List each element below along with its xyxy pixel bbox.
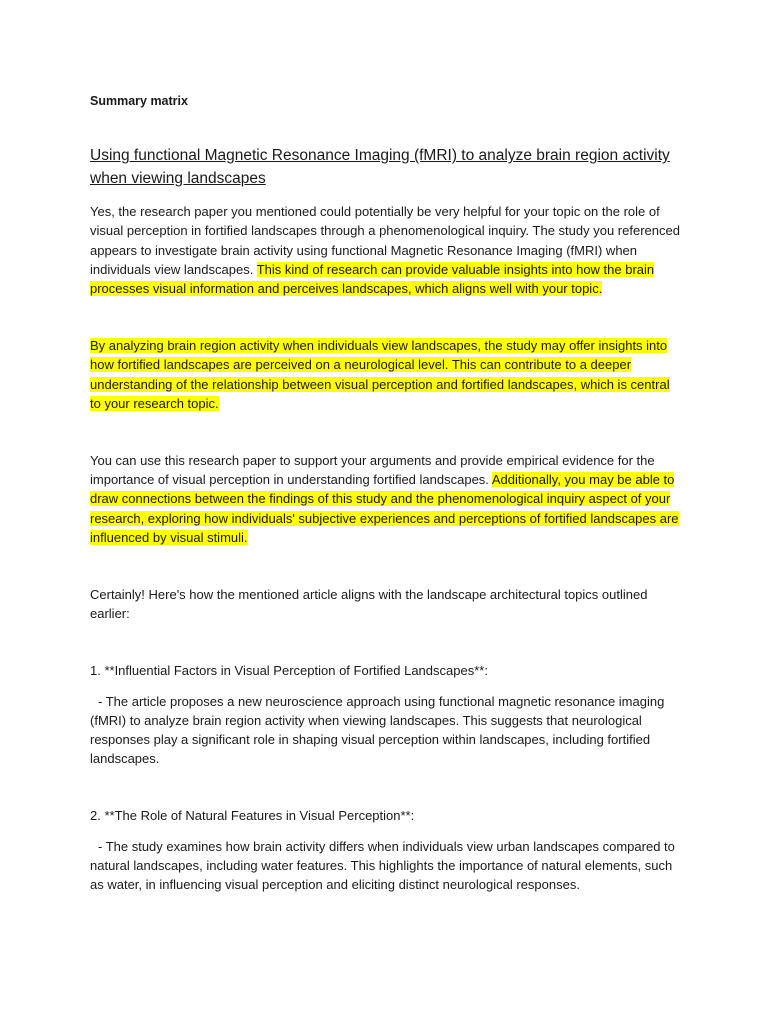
paragraph-1-text: Yes, the research paper you mentioned could potentially be very helpful for your topic on the role of visual perception in fortified landscapes through a phenomenological inquiry. The study you referenced appears to investigate brain activity using functional Magnetic Resonance Imaging (fMRI) when individuals view landscapes. <box>90 204 680 277</box>
paragraph-3-text: You can use this research paper to support your arguments and provide empirical evidence for the importance of visual perception in understanding fortified landscapes. <box>90 453 655 488</box>
document-label: Summary matrix <box>90 94 188 108</box>
list-item-1-body <box>90 692 682 769</box>
document-body <box>90 92 682 894</box>
paragraph-1-highlight: This kind of research can provide valuable insights into how the brain processes visual information and perceives landscapes, which aligns well with your topic. <box>90 261 655 297</box>
list-item-1-body-text: - The article proposes a new neuroscience approach using functional magnetic resonance imaging (fMRI) to analyze brain region activity when viewing landscapes. This suggests that neurological responses play a significant role in shaping visual perception within landscapes, including fortified landscapes. <box>90 693 665 767</box>
paragraph-3 <box>90 451 682 547</box>
spacer <box>90 623 682 661</box>
paragraph-2-highlight: By analyzing brain region activity when individuals view landscapes, the study may offer insights into how fortified landscapes are perceived on a neurological level. This can contribute to a deeper understanding of the relationship between visual perception and fortified landscapes, which is central to your research topic. <box>90 338 670 411</box>
list-item-1-title: 1. **Influential Factors in Visual Perception of Fortified Landscapes**: <box>90 663 488 679</box>
list-item-2-body-text: - The study examines how brain activity differs when individuals view urban landscapes compared to natural landscapes, including water features. This highlights the importance of natural elements, such as water, in influencing visual perception and eliciting distinct neurological responses. <box>90 838 675 893</box>
list-item-2-title: 2. **The Role of Natural Features in Visual Perception**: <box>90 808 415 824</box>
list-item-2-body <box>90 837 682 895</box>
paragraph-1 <box>90 202 682 298</box>
spacer <box>90 768 682 806</box>
paragraph-3-highlight: Additionally, you may be able to draw connections between the findings of this study and the phenomenological inquiry aspect of your research, exploring how individuals' subjective experiences and perceptions of fortified landscapes are influenced by visual stimuli. <box>90 472 679 545</box>
spacer <box>90 413 682 451</box>
spacer <box>90 547 682 585</box>
spacer <box>90 826 682 837</box>
paragraph-2 <box>90 336 682 413</box>
spacer <box>90 298 682 336</box>
document-heading: Using functional Magnetic Resonance Imaging (fMRI) to analyze brain region activity when viewing landscapes <box>90 147 670 187</box>
paragraph-4: Certainly! Here's how the mentioned article aligns with the landscape architectural topics outlined earlier: <box>90 587 648 622</box>
spacer <box>90 681 682 692</box>
